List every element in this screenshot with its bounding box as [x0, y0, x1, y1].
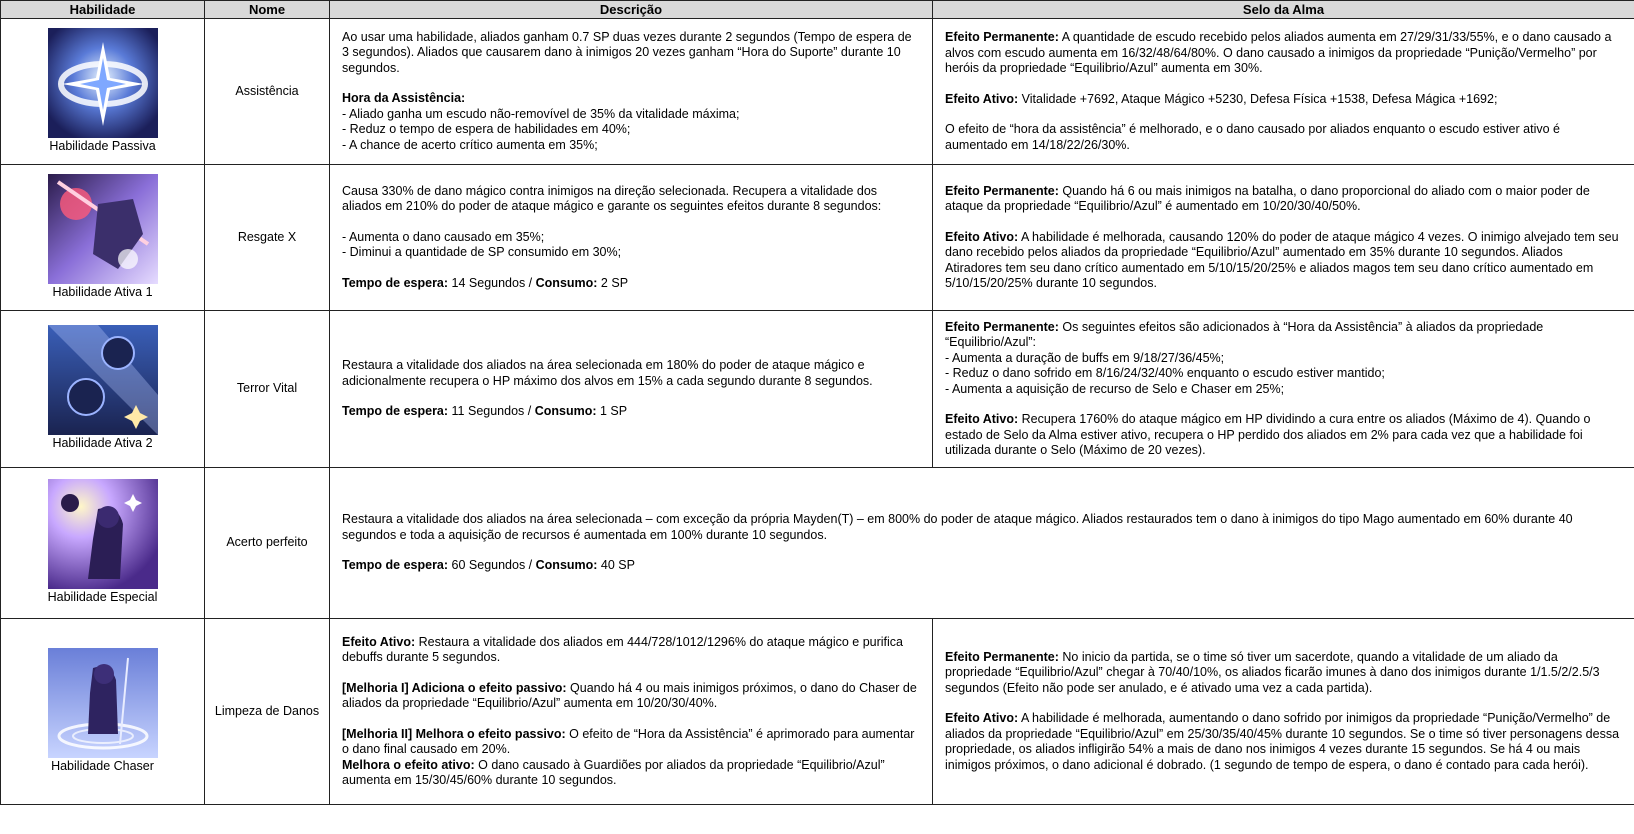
- description-paragraph: [342, 512, 1622, 543]
- description-paragraph: [342, 30, 920, 77]
- description-text: Causa 330% de dano mágico contra inimigos na direção selecionada. Recupera a vitalidade dos aliados em 210% do poder de ataque mágico e garante os seguintes efeitos durante 8 segundos:: [342, 183, 882, 214]
- skill-type-label: Habilidade Ativa 2: [52, 436, 153, 451]
- skill-name: Acerto perfeito: [205, 468, 330, 619]
- description-text: 14 Segundos /: [448, 275, 536, 290]
- description-text: 60 Segundos /: [448, 558, 536, 573]
- skill-name: Assistência: [205, 19, 330, 165]
- skill-description: [330, 311, 933, 468]
- header-habilidade: Habilidade: [1, 1, 205, 19]
- skill-type-label: Habilidade Chaser: [51, 758, 154, 773]
- soul-seal-paragraph: [945, 230, 1622, 292]
- description-paragraph: [342, 184, 920, 215]
- description-label: [Melhoria II] Melhora o efeito passivo:: [342, 726, 566, 741]
- description-text: O efeito de “Hora da Assistência” é aprimorado para aumentar o dano final causado em 20%.: [342, 726, 915, 756]
- description-text: - Aliado ganha um escudo não-removível de 35% da vitalidade máxima; - Reduz o tempo de espera de habilidades em 40%; - A chance de acerto crítico aumenta em 35%;: [342, 106, 740, 152]
- skill-row: [1, 19, 1634, 165]
- active-skill-1-icon: [48, 174, 158, 284]
- skill-cell: [1, 468, 205, 619]
- description-text: 11 Segundos /: [448, 404, 535, 419]
- skill-description: [330, 468, 1634, 619]
- description-paragraph: [342, 230, 920, 261]
- description-label: Tempo de espera:: [342, 404, 449, 419]
- description-label: Consumo:: [535, 558, 598, 573]
- soul-seal-paragraph: [945, 184, 1622, 215]
- description-text: O dano causado à Guardiões por aliados da propriedade “Equilibrio/Azul” aumenta em 15/30/45/60% durante 10 segundos.: [342, 757, 885, 787]
- skill-description: [330, 19, 933, 165]
- description-paragraph: [342, 276, 920, 292]
- soul-seal-label: Efeito Ativo:: [945, 412, 1019, 426]
- skill-cell: [1, 165, 205, 311]
- soul-seal-text: Recupera 1760% do ataque mágico em HP dividindo a cura entre os aliados (Máximo de 4). Quando o estado de Selo da Alma estiver ativo, recupera o HP perdido dos aliados em 2% para cada vez que a habilidade foi utilizada durante o Selo (Máximo de 20 vezes).: [945, 412, 1591, 457]
- skill-type-label: Habilidade Passiva: [49, 138, 156, 153]
- active-skill-2-icon: [48, 325, 158, 435]
- description-text: Restaura a vitalidade dos aliados na área selecionada – com exceção da própria Mayden(T) – em 800% do poder de ataque mágico. Aliados restaurados tem o dano à inimigos do tipo Mago aumentado em 60% durante 40 segundos e toda a aquisição de recursos é aumentada em 100% durante 10 segundos.: [342, 512, 1573, 542]
- description-text: Restaura a vitalidade dos aliados em 444/728/1012/1296% do ataque mágico e purifica debuffs durante 5 segundos.: [342, 634, 903, 664]
- skill-name: Terror Vital: [205, 311, 330, 468]
- skill-name: Resgate X: [205, 165, 330, 311]
- description-label: Consumo:: [534, 404, 597, 419]
- skill-cell: [1, 311, 205, 468]
- skill-row: [1, 468, 1634, 619]
- soul-seal-paragraph: [945, 30, 1622, 77]
- soul-seal-paragraph: [945, 711, 1622, 773]
- skill-name: Limpeza de Danos: [205, 619, 330, 805]
- soul-seal-paragraph: [945, 412, 1622, 459]
- skill-cell: [1, 19, 205, 165]
- description-paragraph: [342, 635, 920, 666]
- description-label: Tempo de espera:: [342, 558, 449, 573]
- description-paragraph: [342, 727, 920, 758]
- description-label: Efeito Ativo:: [342, 634, 416, 649]
- soul-seal-paragraph: [945, 122, 1622, 153]
- description-text: Quando há 4 ou mais inimigos próximos, o dano do Chaser de aliados da propriedade “Equilibrio/Azul” aumenta em 10/20/30/40%.: [342, 680, 917, 710]
- description-label: Hora da Assistência:: [342, 91, 466, 106]
- description-text: 2 SP: [597, 275, 629, 290]
- description-text: 1 SP: [596, 404, 628, 419]
- soul-seal-label: Efeito Permanente:: [945, 183, 1059, 198]
- description-text: Ao usar uma habilidade, aliados ganham 0.7 SP duas vezes durante 2 segundos (Tempo de espera de 3 segundos). Aliados que causarem dano à inimigos 20 vezes ganham “Hora do Suporte” durante 10 segundos.: [342, 29, 912, 75]
- soul-seal-label: Efeito Permanente:: [945, 30, 1059, 44]
- soul-seal-description: [933, 19, 1634, 165]
- description-paragraph: [342, 404, 920, 420]
- soul-seal-description: [933, 165, 1634, 311]
- soul-seal-text: A habilidade é melhorada, aumentando o dano sofrido por inimigos da propriedade “Punição/Vermelho” de aliados da propriedade “Equilibrio/Azul” em 25/30/35/40/45% durante 10 segundos. Se o time só tiver personagens dessa propriedade, os aliados infligirão 54% a mais de dano nos inimigos 4 vezes durante 15 segundos. Se há 4 ou mais inimigos próximos, o dano adicional é dobrado. (1 segundo de tempo de espera, o dano é contado para cada herói).: [945, 711, 1620, 772]
- skill-cell: [1, 619, 205, 805]
- soul-seal-label: Efeito Ativo:: [945, 91, 1019, 106]
- description-paragraph: [342, 558, 1622, 574]
- skill-description: [330, 165, 933, 311]
- description-paragraph: [342, 681, 920, 712]
- soul-seal-description: [933, 619, 1634, 805]
- soul-seal-paragraph: [945, 320, 1622, 398]
- soul-seal-text: No inicio da partida, se o time só tiver um sacerdote, quando a vitalidade de um aliado da propriedade “Equilibrio/Azul” chegar à 70/40/10%, os aliados ficarão imunes à dano dos inimigos durante 1/1.5/2/2.5/3 segundos (Efeito não pode ser anulado, e é ativado uma vez a cada partida).: [945, 649, 1600, 695]
- header-descricao: Descrição: [330, 1, 933, 19]
- description-paragraph: [342, 91, 920, 153]
- skill-type-label: Habilidade Especial: [47, 590, 158, 605]
- skill-row: [1, 311, 1634, 468]
- description-label: Tempo de espera:: [342, 275, 449, 290]
- soul-seal-text: Os seguintes efeitos são adicionados à “Hora da Assistência” à aliados da propriedade “Equilibrio/Azul”: - Aumenta a duração de buffs em 9/18/27/36/45%; - Reduz o dano sofrido em 8/16/24/32/40% enquanto o escudo estiver mantido; - Aumenta a aquisição de recurso de Selo e Chaser em 25%;: [945, 319, 1544, 396]
- description-paragraph: [342, 758, 920, 789]
- special-skill-icon: [48, 479, 158, 589]
- description-text: Restaura a vitalidade dos aliados na área selecionada em 180% do poder de ataque mágico e adicionalmente recupera o HP máximo dos alvos em 15% a cada segundo durante 8 segundos.: [342, 358, 873, 388]
- soul-seal-paragraph: [945, 92, 1622, 108]
- description-label: Melhora o efeito ativo:: [342, 757, 475, 772]
- soul-seal-text: Vitalidade +7692, Ataque Mágico +5230, Defesa Física +1538, Defesa Mágica +1692;: [1018, 91, 1498, 106]
- header-selo: Selo da Alma: [933, 1, 1634, 19]
- header-nome: Nome: [205, 1, 330, 19]
- soul-seal-label: Efeito Permanente:: [945, 319, 1059, 334]
- description-text: - Aumenta o dano causado em 35%; - Diminui a quantidade de SP consumido em 30%;: [342, 229, 622, 260]
- chaser-skill-icon: [48, 648, 158, 758]
- description-text: 40 SP: [597, 558, 635, 573]
- skill-type-label: Habilidade Ativa 1: [52, 284, 153, 299]
- soul-seal-text: A habilidade é melhorada, causando 120% do poder de ataque mágico 4 vezes. O inimigo alvejado tem seu dano recebido pelos aliados da propriedade “Equilibrio/Azul” aumentado em 35% durante 10 segundos. Aliados Atiradores tem seu dano crítico aumentado em 5/10/15/20/25% e aliados magos tem seu dano crítico aumentado em 5/10/15/20/25% durante 10 segundos.: [945, 229, 1619, 290]
- soul-seal-label: Efeito Permanente:: [945, 649, 1059, 664]
- soul-seal-text: O efeito de “hora da assistência” é melhorado, e o dano causado por aliados enquanto o escudo estiver ativo é aumentado em 14/18/22/26/30%.: [945, 122, 1560, 152]
- description-label: [Melhoria I] Adiciona o efeito passivo:: [342, 680, 567, 695]
- skill-description: [330, 619, 933, 805]
- soul-seal-text: Quando há 6 ou mais inimigos na batalha, o dano proporcional do aliado com o maior poder de ataque da propriedade “Equilibrio/Azul” é aumentado em 10/20/30/40/50%.: [945, 183, 1590, 213]
- passive-skill-icon: [48, 28, 158, 138]
- soul-seal-label: Efeito Ativo:: [945, 229, 1019, 244]
- skill-row: [1, 165, 1634, 311]
- soul-seal-description: [933, 311, 1634, 468]
- soul-seal-text: A quantidade de escudo recebido pelos aliados aumenta em 27/29/31/33/55%, e o dano causado a alvos com escudo aumenta em 16/32/48/64/80%. O dano causado a inimigos da propriedade “Punição/Vermelho” por heróis da propriedade “Equilibrio/Azul” aumenta em 30%.: [945, 30, 1612, 75]
- description-label: Consumo:: [535, 275, 598, 290]
- header-row: [1, 1, 1634, 19]
- skill-row: [1, 619, 1634, 805]
- soul-seal-label: Efeito Ativo:: [945, 711, 1019, 726]
- description-paragraph: [342, 358, 920, 389]
- soul-seal-paragraph: [945, 650, 1622, 697]
